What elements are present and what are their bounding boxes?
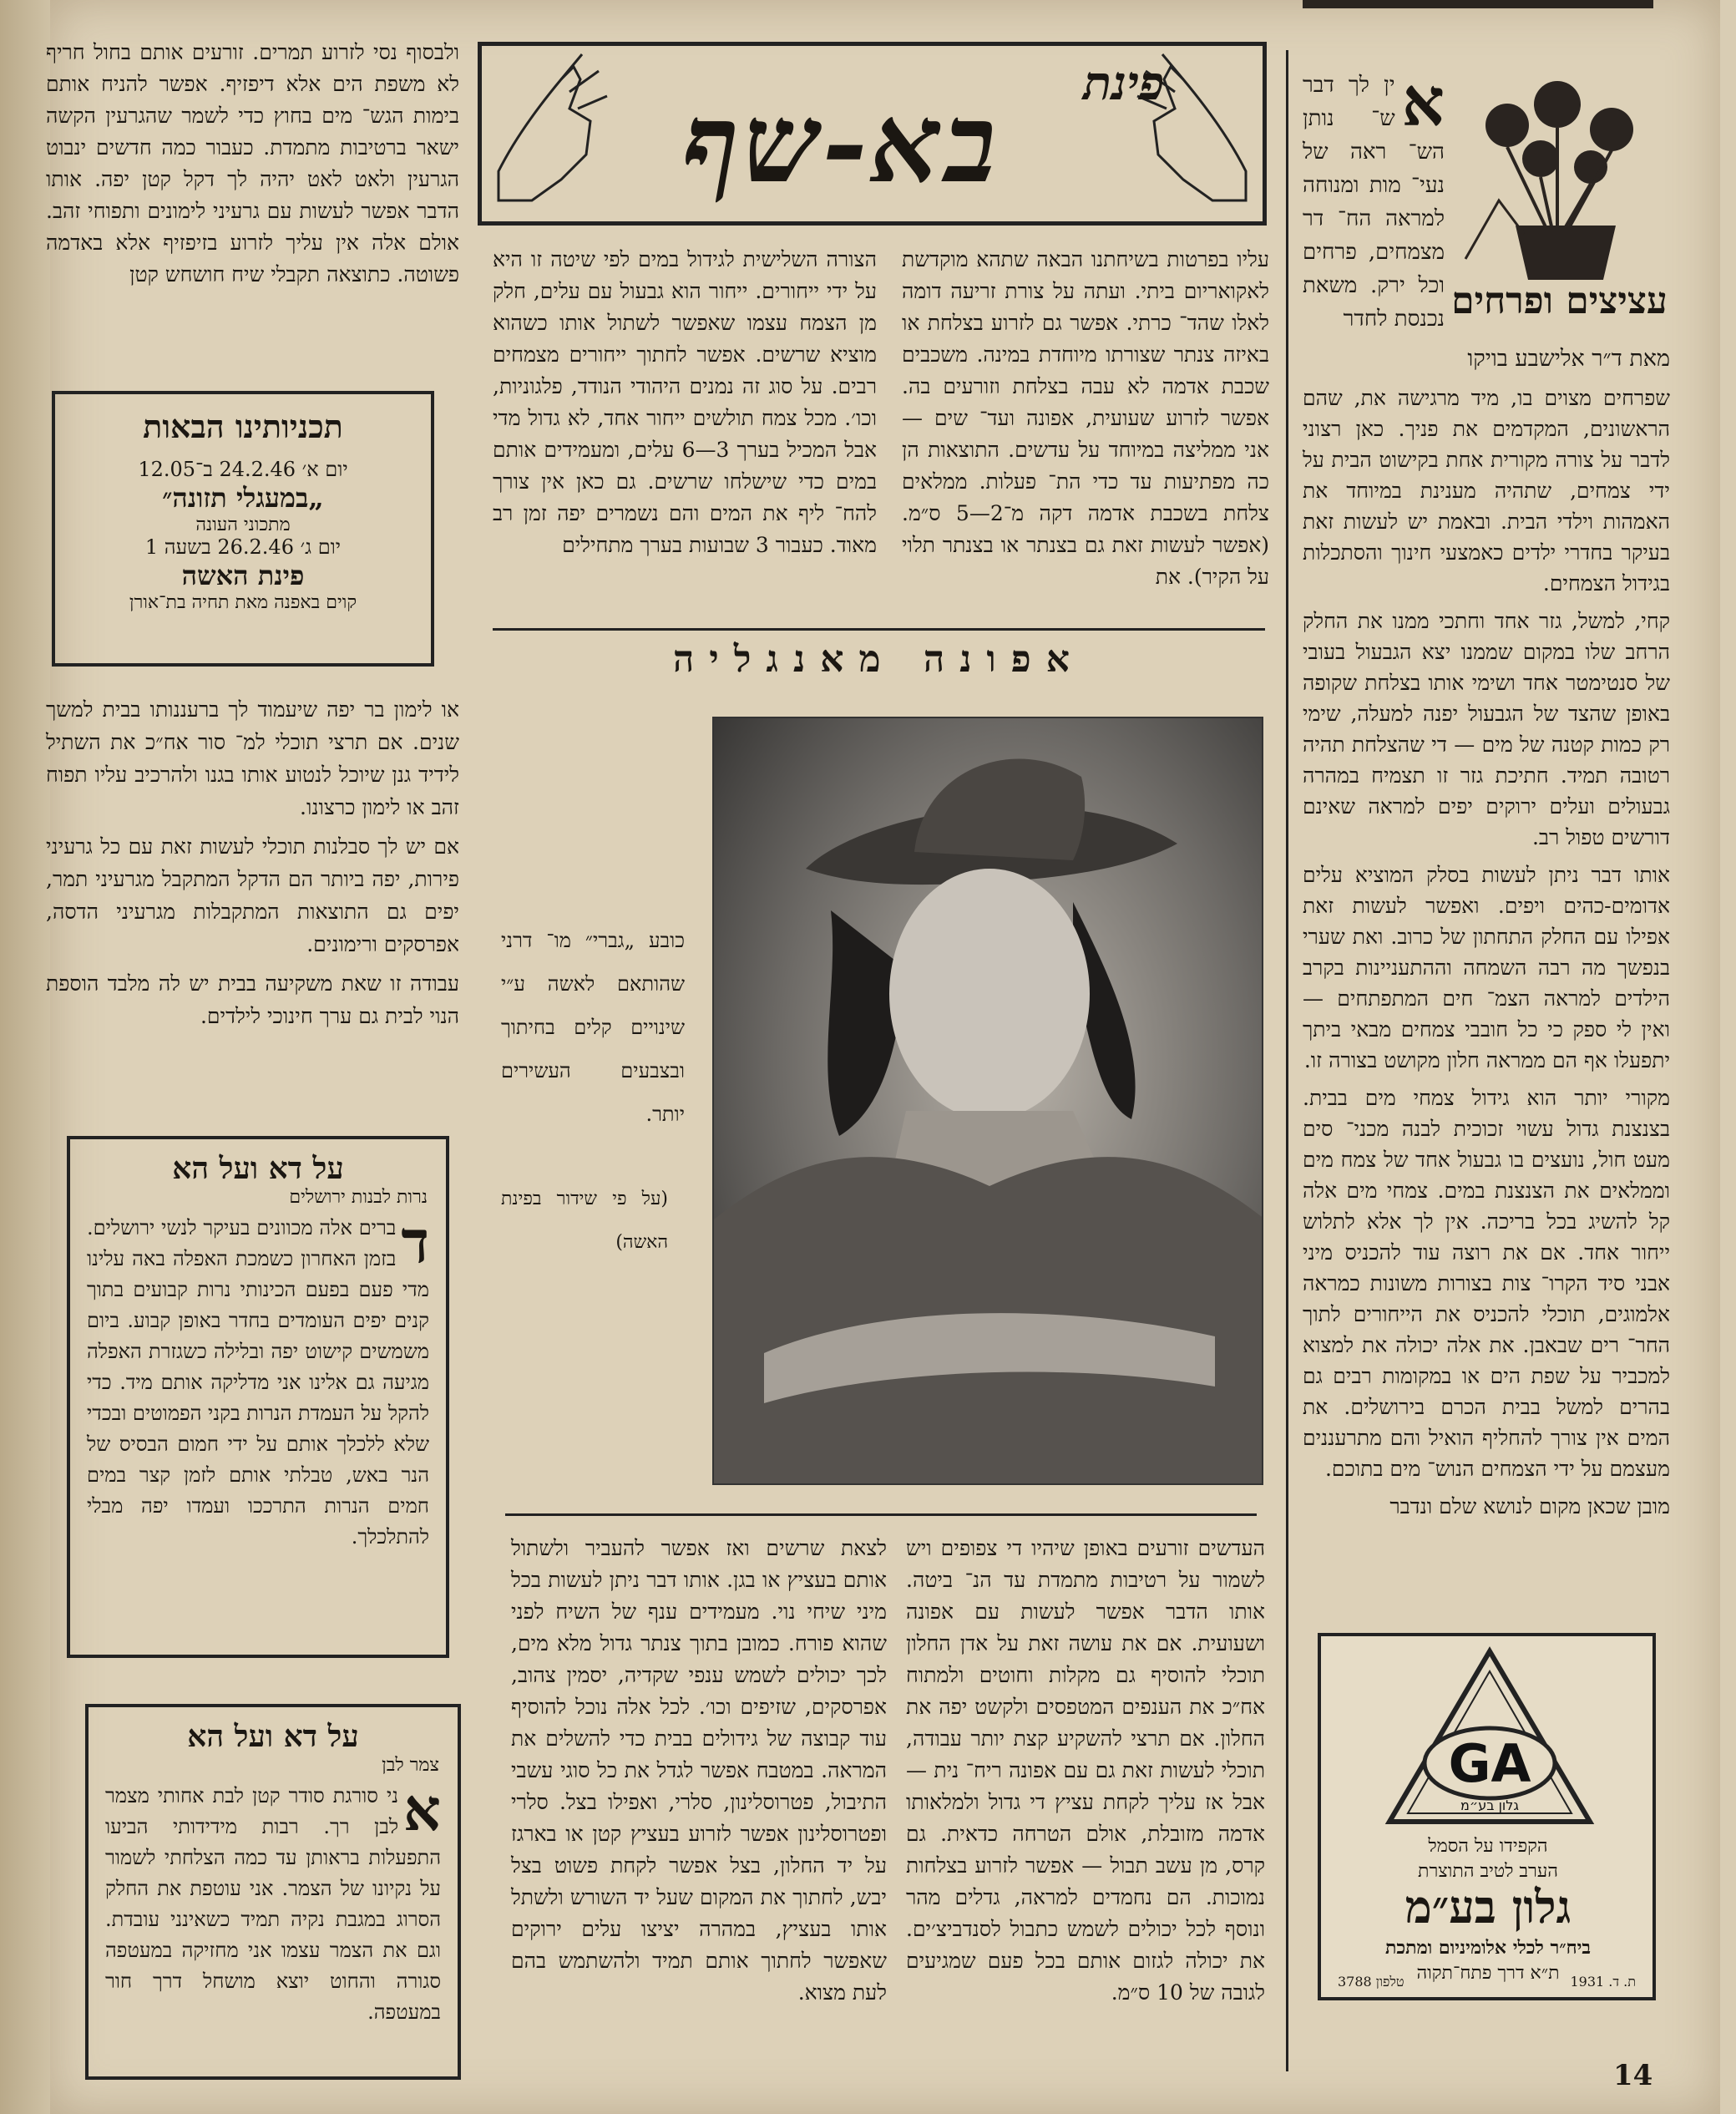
- right-paragraph: שפרחים מצוים בו, מיד מרגישה את, שהם הראשונים, המקדמים את פניך. כאן רצוני לדבר על צורה מקורית אחת בקישוט הבית על ידי צמחים, שתהיה מענינת במיוחד את האמהות וילדי הבית. ובאמת יש לעשות זאת בעיקר בחדרי ילדים כאמצעי חינוך והסתכלות בגידול הצמחים.: [1303, 386, 1670, 596]
- right-paragraph: אותו דבר ניתן לעשות בסלק המוציא עלים אדומים-כהים ויפים. ואפשר לעשות זאת אפילו עם החלק התחתון של כרוב. ואת שערי בנפשך מה רבה השמחה וההתעניינות בקרב הילדים למראה הצמ־ חים המתפתחים — ואין לי ספק כי כל חובבי צמחים מבאי ביתך יתפעלו אף הם ממראה חלון מקושט בצורה זו.: [1303, 863, 1670, 1072]
- schedule-box: [52, 391, 434, 667]
- tip-box-wool: [85, 1704, 461, 2080]
- schedule-line-4: יום ג׳ 26.2.46 בשעה 1: [144, 535, 342, 559]
- tip-box-title: על דא ועל הא: [187, 1719, 359, 1754]
- top-header-strip: [1303, 0, 1653, 8]
- headline-rule: [493, 628, 1265, 631]
- column-divider: [1286, 50, 1288, 2071]
- ad-address: ת״א דרך פתח־תקוה: [1416, 1963, 1560, 1984]
- schedule-line-1: יום א׳ 24.2.46 ב־12.05: [138, 458, 348, 481]
- corner-title: פינת: [1083, 56, 1165, 111]
- left-paragraph: עבודה זו שאת משקיעה בבית יש לה מלבד הוספת הנוי לבית גם ערך חינוכי לילדים.: [46, 971, 459, 1028]
- photo-credit: (על פי שידור בפינת האשה): [501, 1189, 668, 1253]
- schedule-line-5: פינת האשה: [181, 560, 305, 591]
- column-title: עציצים ופרחים: [1451, 280, 1668, 322]
- ad-po-box: ת. ד. 1931: [1570, 1974, 1636, 1990]
- right-intro: [1303, 63, 1445, 336]
- tip-box-text: ברים אלה מכוונים בעיקר לנשי ירושלים. בזמן האחרון כשמכת האפלה באה עלינו מדי פעם בפעם הכינותי נרות קבועים בתוך קנים יפים העומדים בחדר באופן קבוע. ביום משמשים קישוט יפה ובלילה כשגזרת האפלה מגיעה גם אלינו אני מדליקה אותם מיד. כדי להקל על העמדת הנרות בקני הפמוטים ובכדי שלא ללכלך אותם על ידי חמום הבסיס של הנר באש, טבלתי אותם לזמן קצר במים חמים הנרות התרככו ועמדו יפה מבלי להתלכלך.: [87, 1216, 429, 1549]
- top-column-right: עליו בפרטות בשיחתנו הבאה שתהא מוקדשת לאקואריום ביתי. ועתה על צורת זריעה דומה לאלו שהד־ כרתי. אפשר גם לזרוע בצלחת או באיזה צנתר שצורתו מיוחדת במינה. משכבים שכבת אדמה לא עבה בצלחת וזורעים בה. אפשר לזרוע שעועית, אפונה ועד־ שים — אני ממליצה במיוחד על עדשים. התוצאות הן כה מפתיעות עד כדי הת־ פעלות. ממלאים צלחת בשכבת אדמה דקה מ־2—5 ס״מ. (אפשר לעשות זאת גם בצנתר או בצנתר תלוי על הקיר). את: [902, 247, 1269, 589]
- galon-logo-icon: [1381, 1646, 1598, 1830]
- page-binding-edge: [0, 0, 50, 2114]
- schedule-line-6: קוים באפנה מאת תחיה בת־אורן: [129, 592, 357, 613]
- left-column-top: ולבסוף נסי לזרוע תמרים. זורעים אותם בחול חריף לא משפת הים אלא דיפזיף. אפשר להניח אותם בימות הגש־ מים בחוץ כדי לשמר שהגרעין הקשה ישאר ברטיבות מתמדת. כעבור כמה חדשים ינבוט הגרעין ולאט לאט יהיה לך דקל קטן יפה. אותו הדבר אפשר לעשות עם גרעיני לימונים ותפוחי זהב. אולם אלה אין עליך לזרוע בזיפזיף אלא באדמה פשוטה. כתוצאה תקבלי שיח חושחש קטן: [46, 40, 459, 286]
- tip-box-body: [70, 1208, 446, 1558]
- logo-ring-text: גלון בע״מ: [1460, 1797, 1519, 1813]
- author-line: מאת ד״ר אלישבע בויקו: [1467, 346, 1670, 372]
- fashion-photo: [712, 717, 1263, 1485]
- ad-tagline-1: הקפידו על הסמל: [1428, 1836, 1548, 1857]
- right-paragraph: קחי, למשל, גזר אחד וחתכי ממנו את החלק הרחב שלו במקום שממנו יצא הגבעול בעובי של סנטימטר אחד ושימי אותו בצלחת שקופה באופן שהצד של הגבעול יפנה למעלה, שימי רק כמות קטנה של מים — די שהצלחת תהיה רטובה תמיד. חתיכת גזר זו תצמיח במהרה גבעולים ועלים ירוקים יפים למראה שאינם דורשים טפול רב.: [1303, 609, 1670, 849]
- drop-cap-aleph: א: [1401, 63, 1445, 141]
- bottom-column-left: לצאת שרשים ואז אפשר להעביר ולשתול אותם בעציץ או בגן. אותו דבר ניתן לעשות בכל מיני שיחי נוי. מעמידים ענף של השיח לפני שהוא פורח. כמובן בתוך צנתר גדול מלא מים, לכך יכולים לשמש ענפי שקדיה, יסמין צהוב, אפרסקים, שזיפים וכו׳. לכל אלה נוכל להוסיף עוד קבוצה של גידולים בבית כדי להשלים את המראה. במטבח אפשר לגדל את כל סוגי עשבי התיבול, פטרוסלינון, סלרי, ואפילו בצל. סלרי ופטרוסלינון אפשר לזרוע בעציץ קטן או בארגז על יד החלון, בצל אפשר לקחת פשוט בצל יבש, לחתוך את המקום שעל יד השורש ולשתל אותו בעציץ, במהרה יציצו עלים ירוקים שאפשר לחתוך אותם תמיד ולהשתמש בהם לעת מצוא.: [511, 1536, 887, 2005]
- woman-in-hat-photo: [714, 718, 1263, 1485]
- left-column-middle: [46, 693, 459, 1039]
- right-intro-text: ין לך דבר ש־ נותן הש־ ראה של נעי־ מות ומנוחה למראה הח־ דר מצמחים, פרחים וכל ירק. משאת נכנסת לחדר: [1303, 73, 1445, 332]
- ad-products: ביח״ר לכלי אלומיניום ומתכת: [1384, 1937, 1592, 1959]
- schedule-line-2: „במעגלי תזונה״: [162, 482, 324, 514]
- right-paragraph: מקורי יותר הוא גידול צמחי מים בבית. בצנצנת גדול עשוי זכוכית לבנה מכני־ סים מעט חול, נועצים בו גבעול אחד של צמח מים וממלאים את הצנצנת במים. צמחי מים אלה קל להשיג בכל בריכה. אין לך אלא לתלוש ייחור אחד. אם את רוצה עוד להכניס מיני אבני סיד הקרו־ צות בצורות משונות כמראה אלמוגים, תוכלי להכניס את הייחורים לתוך החר־ רים שבאבן. את אלה יכולה את למצוא למכביר על שפת הים או במקומות רבים גם בהרים למשל בבית הכרם בירושלים. את המים אין צורך להחליף הואיל והם מתרעננים מעצמם על ידי הצמחים הנוש־ מים בתוכם.: [1303, 1086, 1670, 1481]
- column-title-box: [478, 42, 1267, 226]
- ad-company: גלון בע״מ: [1404, 1880, 1572, 1934]
- schedule-line-3: מתכוני העונה: [195, 515, 291, 535]
- ad-tagline-2: הערב לטיב התוצרת: [1418, 1861, 1558, 1882]
- flower-illustration: [1449, 67, 1670, 368]
- main-title: בא-שף: [682, 79, 1000, 207]
- drop-cap-aleph: א: [403, 1775, 441, 1844]
- schedule-title: תכניותינו הבאות: [143, 408, 343, 445]
- left-paragraph: אם יש לך סבלנות תוכלי לעשות זאת עם כל גרעיני פירות, יפה ביותר הם הדקל המתקבל מגרעיני תמר, יפים גם התוצאות המתקבלות מגרעיני הדסה, אפרסקים ורימונים.: [46, 834, 459, 956]
- tip-box-body: [89, 1776, 458, 2033]
- tip-box-subtitle: צמר לבן: [382, 1755, 439, 1776]
- tip-box-title: על דא ועל הא: [172, 1151, 344, 1186]
- galon-advertisement: [1318, 1633, 1656, 2000]
- drop-cap-dalet: ד: [401, 1207, 429, 1276]
- left-paragraph: או לימון בר יפה שיעמוד לך ברעננותו בבית למשך שנים. אם תרצי תוכלי למ־ סור אח״כ את השתיל לידיד גנן שיוכל לנטוע אותו בגנו ולהרכיב עליו תפוח זהב או לימון כרצונו.: [46, 697, 459, 819]
- right-paragraph: מובן שכאן מקום לנושא שלם ונדבר: [1389, 1494, 1670, 1518]
- logo-letters: GA: [1448, 1733, 1531, 1794]
- tip-box-text: ני סורגת סודר קטן לבת אחותי מצמר לבן רך. רבות מידידותי הביעו התפעלות בראותן עד כמה הצלחתי לשמור על נקיונו של הצמר. אני עוטפת את החלק הסרוג במגבת נקיה תמיד כשאינני עובדת. וגם את הצמר עצמו אני מחזיקה במעטפה סגורה והחוט יוצא מושחל דרך חור במעטפה.: [105, 1784, 441, 2024]
- photo-headline: אפונה מאנגליה: [673, 638, 1085, 681]
- tip-box-candles: [67, 1136, 449, 1658]
- bottom-column-right: העדשים זורעים באופן שיהיו די צפופים ויש לשמור על רטיבות מתמדת עד הנ־ ביטה. אותו הדבר אפשר לעשות עם אפונה ושעועית. אם את עושה זאת על אדן החלון תוכלי להוסיף גם מקלות וחוטים ולמתוח אח״כ את הענפים המטפסים ולקשט יפה את החלון. אם תרצי להשקיע קצת יותר עבודה, תוכלי לעשות זאת גם עם אפונה ריח־ נית — אבל אז עליך לקחת עציץ די גדול ולמלאותו אדמה מזובלת, אולם הטרחה כדאית. גם קרס, מן עשב תבול — אפשר לזרוע בצלחות נמוכות. הם נחמדים למראה, גדלים מהר ונוסף לכל יכולים לשמש כתבול לסנדביצ׳ים. את יכולה לגזום אותם בכל פעם שמגיעים לגובה של 10 ס״מ.: [906, 1536, 1265, 2005]
- page-number: 14: [1613, 2059, 1653, 2092]
- right-column-body: [1303, 383, 1670, 1528]
- top-column-left: הצורה השלישית לגידול במים לפי שיטה זו היא על ידי ייחורים. ייחור הוא גבעול עם עלים, חלק מן הצמח עצמו שאפשר לשתול אותו כשהוא מוציא שרשים. אפשר לחתוך ייחורים מצמחים רבים. על סוג זה נמנים היהודי הנודד, פלגוניות, וכו׳. מכל צמח תולשים ייחור אחד, לא גדול מדי אבל המכיל בערך 3—6 עלים, ומעמידים אותם במים כדי שישלחו שרשים. גם כאן אין צורך להח־ ליף את המים והם נשמרים יפה זמן רב מאוד. כעבור 3 שבועות בערך מתחילים: [493, 247, 877, 557]
- photo-bottom-rule: [505, 1513, 1257, 1516]
- photo-caption: כובע „גברי״ מו־ דרני שהותאם לאשה ע״י שינויים קלים בחיתוך ובצבעים העשירים יותר.: [501, 929, 685, 1126]
- ad-phone: טלפון 3788: [1338, 1974, 1404, 1990]
- tip-box-subtitle: נרות לבנות ירושלים: [289, 1187, 428, 1208]
